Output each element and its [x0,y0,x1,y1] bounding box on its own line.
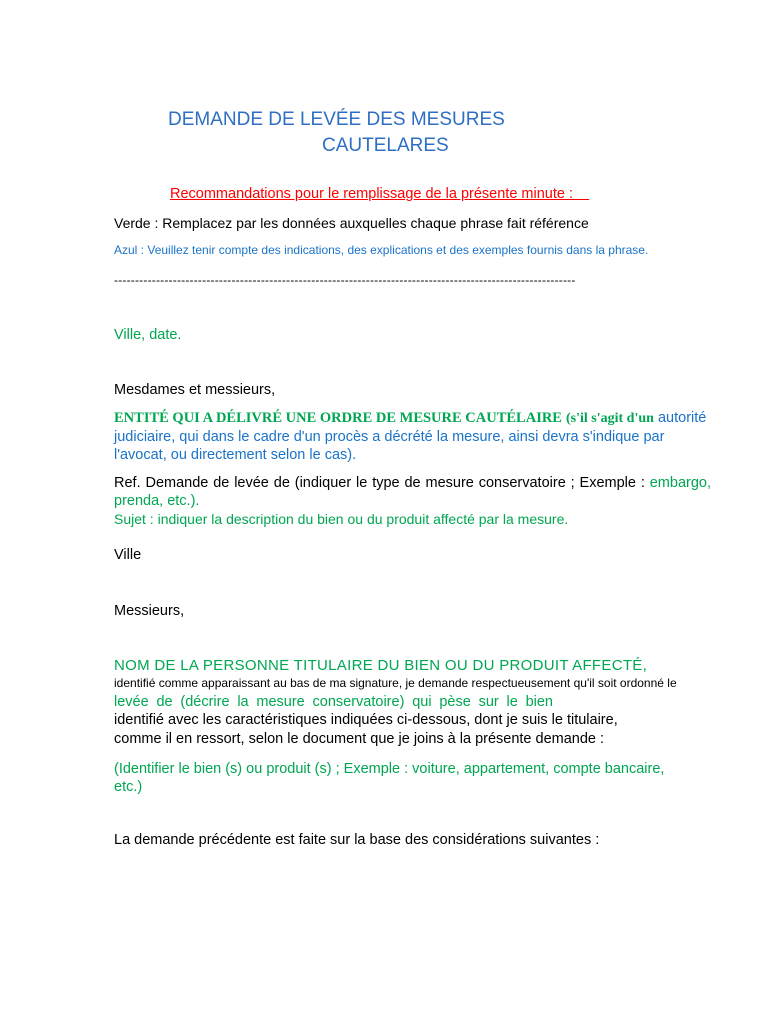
document-title-line1: DEMANDE DE LEVÉE DES MESURES [168,109,505,130]
place-date: Ville, date. [114,327,182,343]
city-line: Ville [114,547,142,563]
reference-text: Ref. Demande de levée de (indiquer le type de mesure conservatoire ; Exemple : [114,475,645,491]
reference-line [114,474,711,510]
addressee-entity [114,409,712,464]
subject-line: Sujet : indiquer la description du bien ou du produit affecté par la mesure. [114,511,569,527]
goods-identification: (Identifier le bien (s) ou produit (s) ; Exemple : voiture, appartement, compte bancaire, etc.) [114,761,665,795]
entity-explanation: autorité judiciaire, qui dans le cadre d'un procès a décrété la mesure, ainsi devra s'indique par l'avocat, ou directement selon le cas). [114,410,707,463]
entity-note: (s'il s'agit d'un [566,411,654,426]
identification-sentence: identifié comme apparaissant au bas de ma signature, je demande respectueusement qu'il soit ordonné le [114,676,677,690]
entity-name: ENTITÉ QUI A DÉLIVRÉ UNE ORDRE DE MESURE CAUTÉLAIRE [114,410,562,426]
considerations-line: La demande précédente est faite sur la base des considérations suivantes : [114,832,600,848]
document-attached-line: comme il en ressort, selon le document que je joins à la présente demande : [114,731,605,747]
reference-example: embargo, prenda, etc.). [114,475,711,509]
recommendations-heading: Recommandations pour le remplissage de la présente minute : [170,186,590,202]
lifting-request: levée de (décrire la mesure conservatoire) qui pèse sur le bien [114,694,553,710]
azul-instruction: Azul : Veuillez tenir compte des indications, des explications et des exemples fournis dans la phrase. [114,243,649,257]
separator-line: -------------------------------------------------------------------------------------------------------------- [114,273,576,287]
document-title-line2: CAUTELARES [322,135,449,156]
verde-instruction: Verde : Remplacez par les données auxquelles chaque phrase fait référence [114,215,589,231]
salutation: Messieurs, [114,603,185,619]
greeting: Mesdames et messieurs, [114,382,276,398]
holder-name: NOM DE LA PERSONNE TITULAIRE DU BIEN OU DU PRODUIT AFFECTÉ, [114,657,648,674]
identification-line: identifié avec les caractéristiques indiquées ci-dessous, dont je suis le titulaire, [114,712,618,728]
